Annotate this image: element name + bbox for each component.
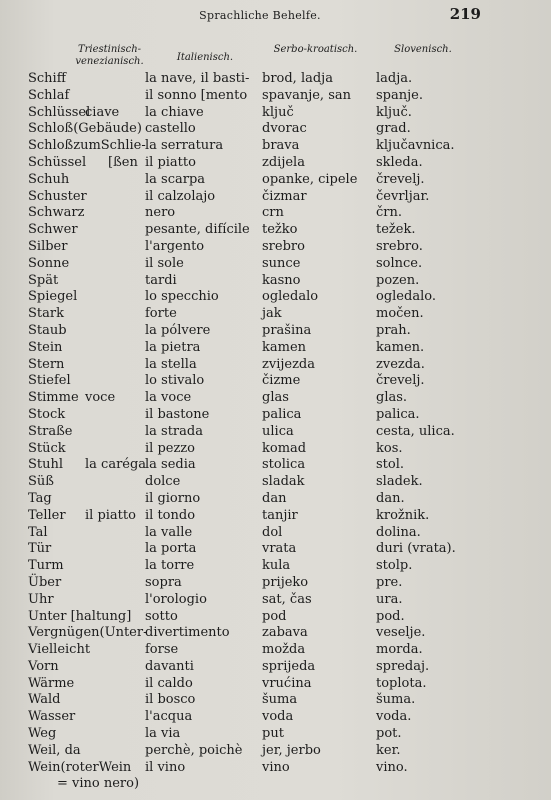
- serbo-croatian-word: vrata: [262, 541, 297, 557]
- serbo-croatian-word: prijeko: [262, 574, 309, 590]
- slovene-word: ura.: [376, 591, 403, 607]
- german-word: Tag: [28, 490, 52, 506]
- column-header-slovene: Slovenisch.: [394, 44, 452, 55]
- italian-word: la serratura: [145, 138, 224, 154]
- vocabulary-row: [0, 743, 551, 760]
- slovene-word: vino.: [376, 759, 408, 775]
- vocabulary-row: [0, 776, 551, 793]
- german-word: = vino nero): [57, 776, 140, 792]
- serbo-croatian-word: kula: [262, 558, 291, 574]
- vocabulary-row: [0, 155, 551, 172]
- slovene-word: zvezda.: [376, 356, 425, 372]
- slovene-word: dan.: [376, 490, 405, 506]
- german-word: Schwarz: [28, 205, 85, 221]
- italian-word: sopra: [145, 574, 182, 590]
- italian-word: la scarpa: [145, 171, 206, 187]
- vocabulary-row: [0, 709, 551, 726]
- slovene-word: palica.: [376, 406, 420, 422]
- serbo-croatian-word: spavanje, san: [262, 87, 351, 103]
- italian-word: la stella: [145, 356, 197, 372]
- serbo-croatian-word: srebro: [262, 238, 305, 254]
- italian-word: lo stivalo: [145, 373, 205, 389]
- vocabulary-table: [0, 71, 551, 793]
- german-word: SchloßzumSchlie-: [28, 138, 146, 154]
- slovene-word: srebro.: [376, 238, 423, 254]
- italian-word: nero: [145, 205, 176, 221]
- italian-word: l'orologio: [145, 591, 207, 607]
- triestine-word: la caréga: [85, 457, 147, 473]
- german-word: Staub: [28, 322, 67, 338]
- serbo-croatian-word: sat, čas: [262, 591, 312, 607]
- italian-word: davanti: [145, 658, 194, 674]
- serbo-croatian-word: vino: [262, 759, 290, 775]
- vocabulary-row: [0, 222, 551, 239]
- serbo-croatian-word: palica: [262, 406, 302, 422]
- italian-word: il giorno: [145, 490, 201, 506]
- italian-word: il pezzo: [145, 440, 195, 456]
- serbo-croatian-word: sladak: [262, 474, 305, 490]
- serbo-croatian-word: možda: [262, 642, 306, 658]
- serbo-croatian-word: ključ: [262, 104, 294, 120]
- slovene-word: kamen.: [376, 339, 425, 355]
- german-word: Vorn: [28, 658, 59, 674]
- page-number: 219: [449, 5, 481, 23]
- slovene-word: čevrljar.: [376, 188, 430, 204]
- german-word: Wein(roterWein: [28, 759, 132, 775]
- vocabulary-row: [0, 121, 551, 138]
- serbo-croatian-word: težko: [262, 222, 298, 238]
- serbo-croatian-word: dvorac: [262, 121, 307, 137]
- vocabulary-row: [0, 525, 551, 542]
- serbo-croatian-word: jak: [262, 306, 282, 322]
- vocabulary-row: [0, 491, 551, 508]
- serbo-croatian-word: zabava: [262, 625, 308, 641]
- slovene-word: stolp.: [376, 558, 413, 574]
- italian-word: il calzolajo: [145, 188, 216, 204]
- italian-word: il bosco: [145, 692, 196, 708]
- vocabulary-row: [0, 256, 551, 273]
- vocabulary-row: [0, 592, 551, 609]
- italian-word: il piatto: [145, 154, 196, 170]
- italian-word: lo specchio: [145, 289, 219, 305]
- italian-word: la porta: [145, 541, 197, 557]
- vocabulary-row: [0, 340, 551, 357]
- italian-word: l'acqua: [145, 709, 193, 725]
- german-word: Wasser: [28, 709, 76, 725]
- bracket-continuation: [ßen: [108, 154, 138, 170]
- german-word: Weg: [28, 726, 57, 742]
- slovene-word: morda.: [376, 642, 423, 658]
- german-word: Straße: [28, 423, 73, 439]
- italian-word: il sonno [mento: [145, 87, 248, 103]
- serbo-croatian-word: dan: [262, 490, 287, 506]
- vocabulary-row: [0, 407, 551, 424]
- serbo-croatian-word: prašina: [262, 322, 312, 338]
- italian-word: castello: [145, 121, 196, 137]
- italian-word: perchè, poichè: [145, 742, 243, 758]
- vocabulary-row: [0, 239, 551, 256]
- slovene-word: voda.: [376, 709, 412, 725]
- slovene-word: glas.: [376, 390, 408, 406]
- vocabulary-row: [0, 105, 551, 122]
- german-word: Vergnügen(Unter-: [28, 625, 148, 641]
- german-word: Schlaf: [28, 87, 70, 103]
- slovene-word: pre.: [376, 574, 403, 590]
- serbo-croatian-word: brod, ladja: [262, 71, 333, 86]
- slovene-word: veselje.: [376, 625, 426, 641]
- german-word: Stück: [28, 440, 66, 456]
- serbo-croatian-word: voda: [262, 709, 294, 725]
- slovene-word: toplota.: [376, 675, 427, 691]
- german-word: Stock: [28, 406, 66, 422]
- vocabulary-row: [0, 323, 551, 340]
- slovene-word: cesta, ulica.: [376, 423, 455, 439]
- vocabulary-row: [0, 541, 551, 558]
- serbo-croatian-word: šuma: [262, 692, 298, 708]
- serbo-croatian-word: brava: [262, 138, 300, 154]
- vocabulary-row: [0, 273, 551, 290]
- vocabulary-row: [0, 138, 551, 155]
- vocabulary-row: [0, 575, 551, 592]
- italian-word: divertimento: [145, 625, 230, 641]
- german-word: Tür: [28, 541, 52, 557]
- vocabulary-row: [0, 172, 551, 189]
- serbo-croatian-word: glas: [262, 390, 289, 406]
- slovene-word: prah.: [376, 322, 411, 338]
- italian-word: la torre: [145, 558, 195, 574]
- german-word: Schlüssel: [28, 104, 91, 120]
- slovene-word: pozen.: [376, 272, 420, 288]
- german-word: Uhr: [28, 591, 54, 607]
- slovene-word: dolina.: [376, 524, 421, 540]
- serbo-croatian-word: opanke, cipele: [262, 171, 358, 187]
- triestine-word: ciave: [85, 104, 120, 120]
- vocabulary-row: [0, 659, 551, 676]
- serbo-croatian-word: kamen: [262, 339, 307, 355]
- slovene-word: ker.: [376, 742, 401, 758]
- german-word: Tal: [28, 524, 48, 540]
- italian-word: forse: [145, 642, 179, 658]
- german-word: Wärme: [28, 675, 75, 691]
- serbo-croatian-word: crn: [262, 205, 284, 221]
- serbo-croatian-word: ogledalo: [262, 289, 319, 305]
- italian-word: il tondo: [145, 507, 196, 523]
- serbo-croatian-word: čizme: [262, 373, 301, 389]
- serbo-croatian-word: sunce: [262, 255, 301, 271]
- german-word: Stark: [28, 306, 64, 322]
- slovene-word: pot.: [376, 726, 402, 742]
- serbo-croatian-word: ulica: [262, 423, 294, 439]
- vocabulary-row: [0, 625, 551, 642]
- serbo-croatian-word: vrućina: [262, 675, 312, 691]
- vocabulary-row: [0, 357, 551, 374]
- vocabulary-row: [0, 760, 551, 777]
- italian-word: il caldo: [145, 675, 193, 691]
- triestine-word: il piatto: [85, 507, 136, 523]
- italian-word: la voce: [145, 390, 192, 406]
- vocabulary-row: [0, 205, 551, 222]
- vocabulary-row: [0, 558, 551, 575]
- serbo-croatian-word: tanjir: [262, 507, 298, 523]
- german-word: Süß: [28, 474, 54, 490]
- vocabulary-row: [0, 441, 551, 458]
- german-word: Schüssel: [28, 154, 87, 170]
- italian-word: la sedia: [145, 457, 196, 473]
- german-word: Spät: [28, 272, 59, 288]
- slovene-word: sladek.: [376, 474, 423, 490]
- italian-word: pesante, difícile: [145, 222, 250, 238]
- slovene-word: solnce.: [376, 255, 423, 271]
- serbo-croatian-word: zdijela: [262, 154, 305, 170]
- vocabulary-row: [0, 726, 551, 743]
- vocabulary-row: [0, 457, 551, 474]
- vocabulary-row: [0, 676, 551, 693]
- italian-word: la pólvere: [145, 322, 211, 338]
- serbo-croatian-word: stolica: [262, 457, 306, 473]
- slovene-word: šuma.: [376, 692, 416, 708]
- german-word: Sonne: [28, 255, 70, 271]
- german-word: Schuster: [28, 188, 87, 204]
- column-header-triestine: Triestinisch- venezianisch.: [75, 44, 144, 67]
- slovene-word: težek.: [376, 222, 416, 238]
- vocabulary-row: [0, 306, 551, 323]
- vocabulary-row: [0, 71, 551, 88]
- vocabulary-row: [0, 474, 551, 491]
- italian-word: la strada: [145, 423, 203, 439]
- vocabulary-row: [0, 692, 551, 709]
- vocabulary-row: [0, 508, 551, 525]
- slovene-word: ključavnica.: [376, 138, 455, 154]
- column-header-italian: Italienisch.: [176, 52, 234, 63]
- slovene-word: ogledalo.: [376, 289, 436, 305]
- slovene-word: stol.: [376, 457, 405, 473]
- serbo-croatian-word: dol: [262, 524, 283, 540]
- italian-word: dolce: [145, 474, 181, 490]
- german-word: Vielleicht: [28, 642, 91, 658]
- slovene-word: črn.: [376, 205, 402, 221]
- german-word: Stern: [28, 356, 65, 372]
- italian-word: l'argento: [145, 238, 205, 254]
- german-word: Turm: [28, 558, 64, 574]
- italian-word: la nave, il basti-: [145, 71, 250, 86]
- serbo-croatian-word: komad: [262, 440, 307, 456]
- german-word: Stimme: [28, 390, 79, 406]
- serbo-croatian-word: pod: [262, 608, 287, 624]
- italian-word: il sole: [145, 255, 184, 271]
- slovene-word: ključ.: [376, 104, 412, 120]
- german-word: Unter [haltung]: [28, 608, 132, 624]
- slovene-word: močen.: [376, 306, 424, 322]
- vocabulary-row: [0, 642, 551, 659]
- italian-word: tardi: [145, 272, 177, 288]
- german-word: Silber: [28, 238, 68, 254]
- vocabulary-row: [0, 289, 551, 306]
- italian-word: la chiave: [145, 104, 204, 120]
- vocabulary-row: [0, 390, 551, 407]
- italian-word: la pietra: [145, 339, 201, 355]
- slovene-word: spanje.: [376, 87, 423, 103]
- slovene-word: ladja.: [376, 71, 413, 86]
- german-word: Spiegel: [28, 289, 78, 305]
- serbo-croatian-word: čizmar: [262, 188, 307, 204]
- slovene-word: skleda.: [376, 154, 423, 170]
- german-word: Wald: [28, 692, 61, 708]
- slovene-word: črevelj.: [376, 171, 425, 187]
- german-word: Schuh: [28, 171, 70, 187]
- running-title: Sprachliche Behelfe.: [199, 9, 321, 22]
- slovene-word: črevelj.: [376, 373, 425, 389]
- vocabulary-row: [0, 424, 551, 441]
- serbo-croatian-word: jer, jerbo: [262, 742, 321, 758]
- german-word: Weil, da: [28, 742, 81, 758]
- italian-word: la via: [145, 726, 181, 742]
- italian-word: il vino: [145, 759, 186, 775]
- italian-word: la valle: [145, 524, 193, 540]
- slovene-word: duri (vrata).: [376, 541, 456, 557]
- german-word: Stein: [28, 339, 63, 355]
- german-word: Über: [28, 574, 62, 590]
- serbo-croatian-word: sprijeda: [262, 658, 316, 674]
- serbo-croatian-word: kasno: [262, 272, 301, 288]
- german-word: Schiff: [28, 71, 66, 86]
- serbo-croatian-word: put: [262, 726, 284, 742]
- vocabulary-row: [0, 189, 551, 206]
- slovene-word: krožnik.: [376, 507, 430, 523]
- vocabulary-row: [0, 373, 551, 390]
- german-word: Schwer: [28, 222, 78, 238]
- german-word: Stiefel: [28, 373, 71, 389]
- german-word: Teller: [28, 507, 66, 523]
- german-word: Schloß(Gebäude): [28, 121, 142, 137]
- triestine-word: voce: [85, 390, 116, 406]
- italian-word: il bastone: [145, 406, 210, 422]
- slovene-word: spredaj.: [376, 658, 430, 674]
- italian-word: sotto: [145, 608, 178, 624]
- german-word: Stuhl: [28, 457, 64, 473]
- slovene-word: pod.: [376, 608, 405, 624]
- serbo-croatian-word: zvijezda: [262, 356, 315, 372]
- slovene-word: kos.: [376, 440, 403, 456]
- column-header-serbo-croatian: Serbo-kroatisch.: [273, 44, 358, 55]
- vocabulary-row: [0, 88, 551, 105]
- italian-word: forte: [145, 306, 177, 322]
- vocabulary-row: [0, 609, 551, 626]
- slovene-word: grad.: [376, 121, 411, 137]
